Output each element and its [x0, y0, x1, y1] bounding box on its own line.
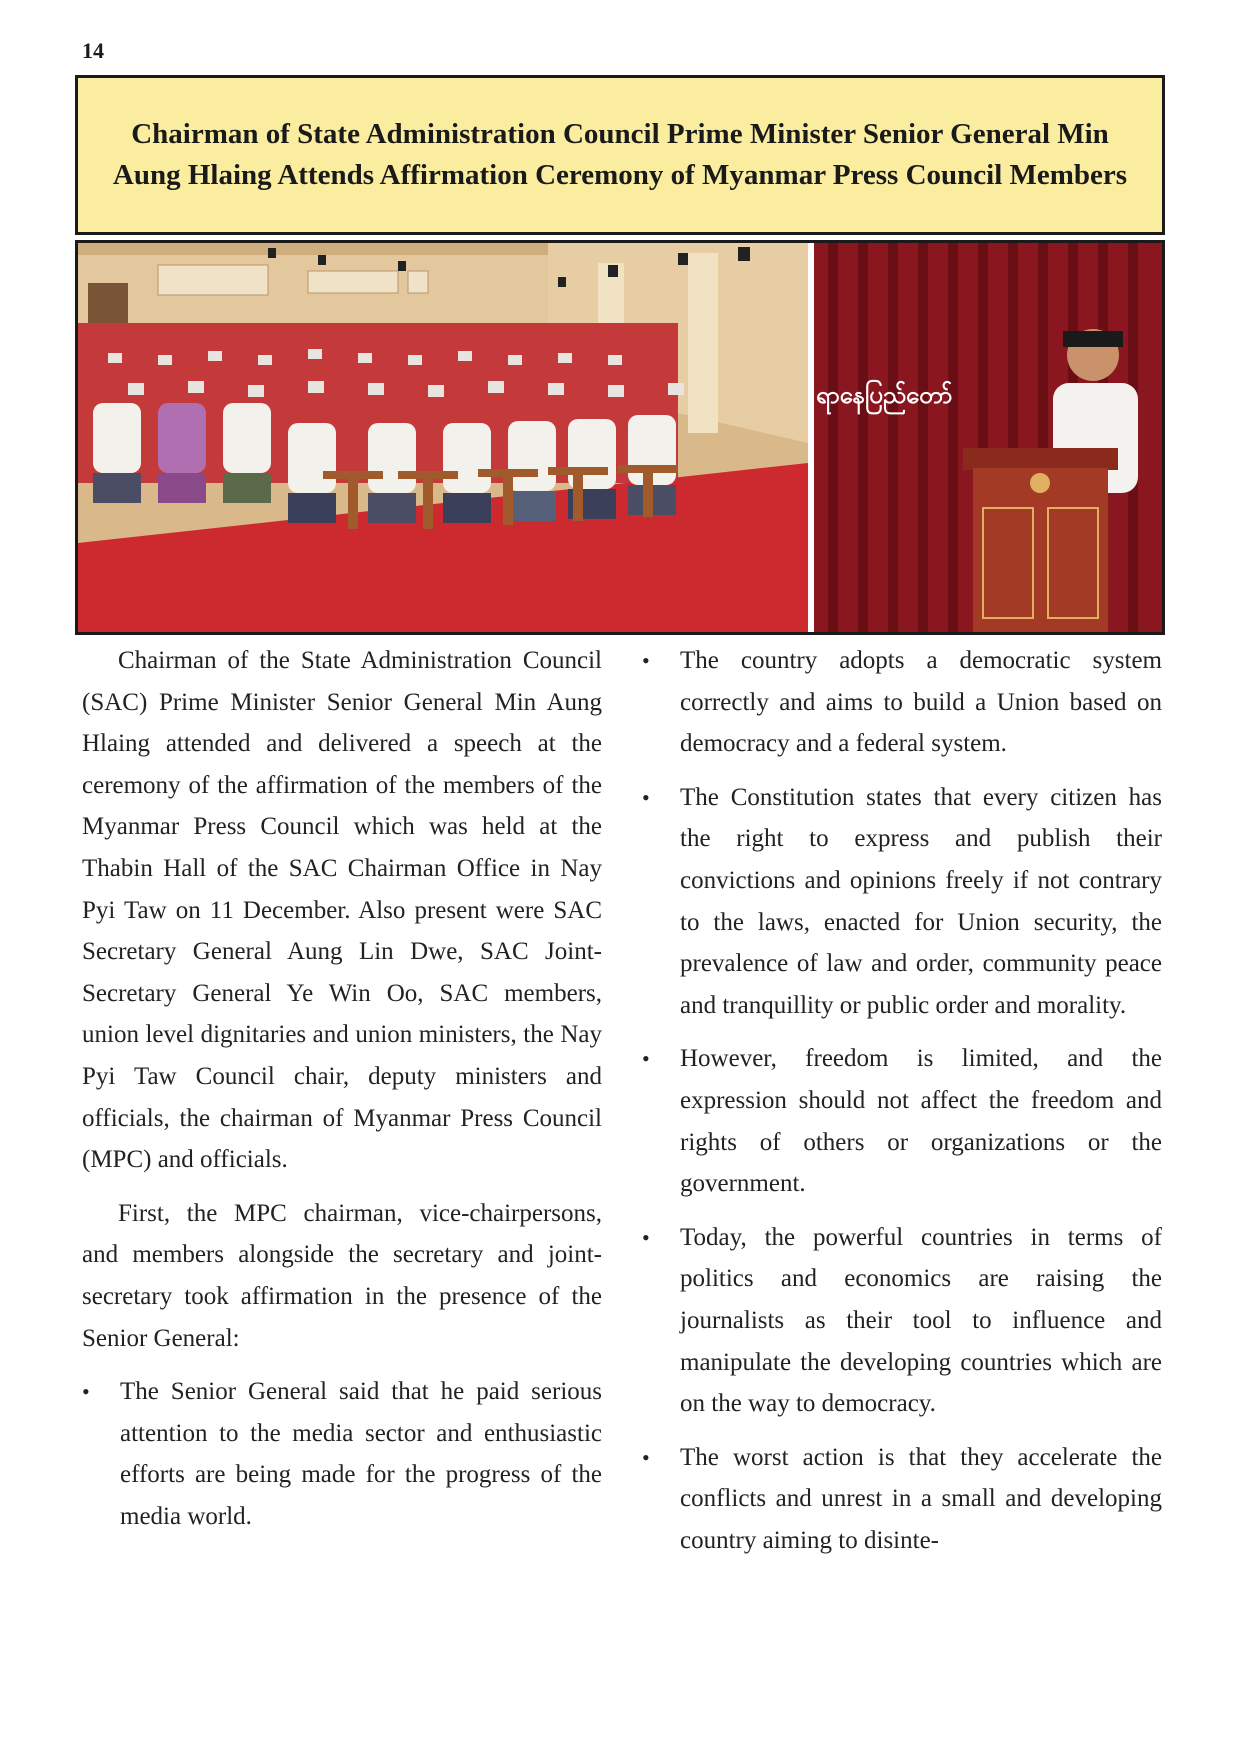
left-bullet-list [82, 1371, 602, 1537]
headline-box [75, 75, 1165, 235]
list-item [642, 640, 1162, 765]
bullet-icon: • [642, 1224, 650, 1250]
list-item [82, 1371, 602, 1537]
speaker-photo [814, 243, 1162, 632]
bullet-icon: • [642, 1444, 650, 1470]
bullet-icon: • [82, 1379, 90, 1405]
list-item [642, 777, 1162, 1027]
affirmation-paragraph: First, the MPC chairman, vice-chairpersons, and members alongside the secretary and joint-secretary took affirmation in the presence of the Senior General: [82, 1199, 602, 1352]
page-number: 14 [82, 38, 104, 63]
left-column [82, 640, 602, 1549]
list-item-text: The worst action is that they accelerate the conflicts and unrest in a small and developing country aiming to disinte- [680, 1443, 1162, 1554]
auditorium-photo [78, 243, 808, 632]
bullet-icon: • [642, 1046, 650, 1072]
article-headline: Chairman of State Administration Council Prime Minister Senior General Min Aung Hlaing Attends Affirmation Ceremony of Myanmar Press Council Members [112, 118, 1128, 191]
list-item [642, 1437, 1162, 1562]
list-item-text: The Constitution states that every citizen has the right to express and publish their convictions and opinions freely if not contrary to the laws, enacted for Union security, the prevalence of law and order, community peace and tranquillity or public order and morality. [680, 783, 1162, 1019]
list-item-text: The Senior General said that he paid serious attention to the media sector and enthusiastic efforts are being made for the progress of the media world. [120, 1378, 602, 1530]
intro-paragraph: Chairman of the State Administration Council (SAC) Prime Minister Senior General Min Aung Hlaing attended and delivered a speech at the ceremony of the affirmation of the members of the Myanmar Press Council which was held at the Thabin Hall of the SAC Chairman Office in Nay Pyi Taw on 11 December. Also present were SAC Secretary General Aung Lin Dwe, SAC Joint-Secretary General Ye Win Oo, SAC members, union level dignitaries and union ministers, the Nay Pyi Taw Council chair, deputy ministers and officials, the chairman of Myanmar Press Council (MPC) and officials. [82, 647, 602, 1174]
list-item-text: Today, the powerful countries in terms of politics and economics are raising the journalists as their tool to influence and manipulate the developing countries which are on the way to democracy. [680, 1223, 1162, 1418]
right-column [642, 640, 1162, 1573]
bullet-icon: • [642, 784, 650, 810]
list-item [642, 1217, 1162, 1425]
list-item-text: However, freedom is limited, and the expression should not affect the freedom and rights of others or organizations or the government. [680, 1045, 1162, 1198]
banner-text: ရာနေပြည်တော် [816, 381, 953, 409]
bullet-icon: • [642, 648, 650, 673]
list-item-text: The country adopts a democratic system correctly and aims to build a Union based on democracy and a federal system. [680, 647, 1162, 758]
photo-strip [75, 240, 1165, 635]
right-bullet-list [642, 640, 1162, 1561]
list-item [642, 1038, 1162, 1204]
